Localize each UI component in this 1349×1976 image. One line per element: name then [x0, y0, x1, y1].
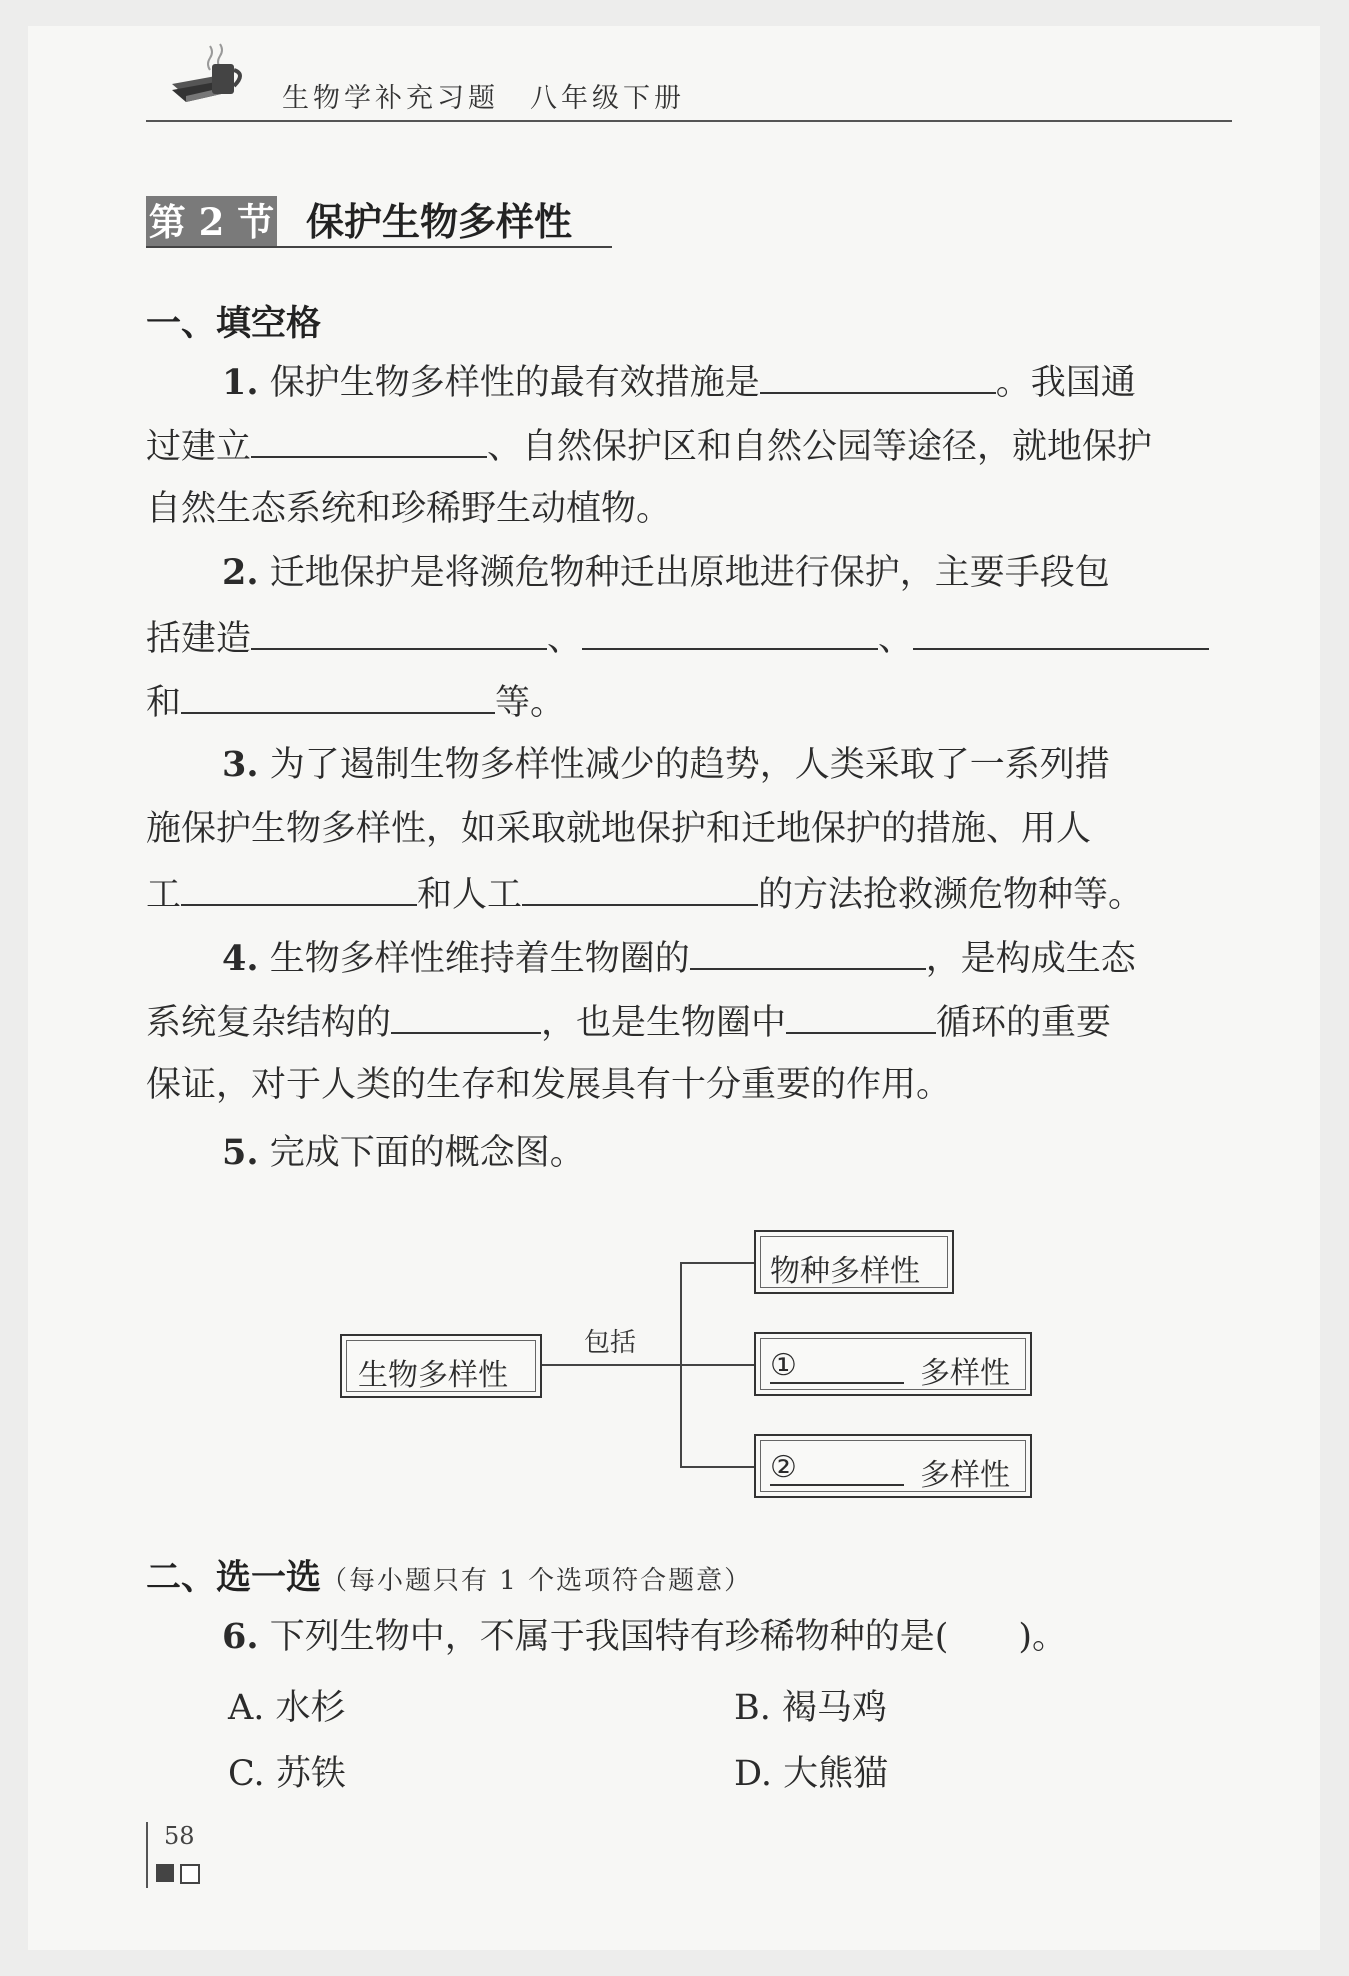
- question-number: 4.: [222, 938, 259, 979]
- option-letter: A.: [228, 1688, 265, 1728]
- q2-separator: 、: [547, 619, 583, 659]
- option-letter: B.: [734, 1688, 771, 1728]
- part1-heading: 一、填空格: [146, 304, 322, 344]
- concept-blank-1[interactable]: [770, 1382, 904, 1384]
- question-number: 5.: [222, 1132, 259, 1173]
- q4-blank-3[interactable]: [786, 998, 936, 1034]
- q3-blank-2[interactable]: [522, 870, 758, 906]
- q2-text: 括建造: [146, 619, 252, 659]
- q3-line1: [222, 742, 1110, 788]
- q1-line3: 自然生态系统和珍稀野生动植物。: [146, 489, 672, 529]
- q5-line1: [222, 1130, 585, 1176]
- q2-text: 等。: [495, 683, 566, 723]
- q2-text: 和: [146, 683, 182, 723]
- concept-blank-2[interactable]: [770, 1484, 904, 1486]
- header-title: 生物学补充习题 八年级下册: [282, 83, 685, 114]
- q2-separator: 、: [878, 619, 914, 659]
- q1-text: 。我国通: [995, 363, 1136, 403]
- q4-line1: [222, 934, 1136, 982]
- q2-blank-3[interactable]: [913, 614, 1209, 650]
- q3-text: 和人工: [417, 875, 523, 915]
- q4-line2: [146, 998, 1111, 1046]
- q2-line2: [146, 614, 1209, 662]
- q6-stem-text: 下列生物中，不属于我国特有珍稀物种的是( )。: [269, 1617, 1067, 1657]
- q5-text: 完成下面的概念图。: [269, 1133, 585, 1173]
- empty-square-icon: [180, 1864, 200, 1884]
- q2-blank-1[interactable]: [251, 614, 547, 650]
- q1-line1: [222, 358, 1136, 406]
- section-title-underline: [146, 246, 612, 248]
- concept-species-box: [754, 1230, 954, 1294]
- q1-text: 保护生物多样性的最有效措施是: [269, 363, 760, 403]
- header-divider: [146, 120, 1232, 122]
- books-and-cup-icon: [168, 40, 260, 110]
- concept-suffix-label: 多样性: [920, 1458, 1010, 1493]
- branch-line-3: [680, 1466, 754, 1468]
- q2-text: 迁地保护是将濒危物种迁出原地进行保护，主要手段包: [269, 553, 1110, 593]
- q2-line3: [146, 678, 565, 726]
- section-number-badge: 第 2 节: [146, 196, 277, 248]
- q4-text: ，是构成生态: [925, 939, 1136, 979]
- question-number: 3.: [222, 744, 259, 785]
- option-letter: D.: [734, 1754, 772, 1794]
- option-a[interactable]: [228, 1680, 346, 1730]
- q2-blank-2[interactable]: [582, 614, 878, 650]
- q3-blank-1[interactable]: [181, 870, 417, 906]
- concept-blank-box-1: [754, 1332, 1032, 1396]
- option-text: 水杉: [275, 1688, 346, 1728]
- circled-number-1: ①: [770, 1348, 797, 1383]
- concept-root-box: [340, 1334, 542, 1398]
- question-number: 1.: [222, 362, 259, 403]
- q3-text: 工: [146, 875, 182, 915]
- q4-line3: 保证，对于人类的生存和发展具有十分重要的作用。: [146, 1065, 952, 1105]
- q4-blank-2[interactable]: [391, 998, 541, 1034]
- q4-text: 系统复杂结构的: [146, 1003, 392, 1043]
- q3-text: 的方法抢救濒危物种等。: [758, 875, 1144, 915]
- concept-species-label: 物种多样性: [770, 1254, 920, 1289]
- concept-root-label: 生物多样性: [358, 1358, 508, 1393]
- q6-stem: [222, 1614, 1067, 1660]
- edge-label: 包括: [584, 1328, 637, 1358]
- q4-text: 循环的重要: [936, 1003, 1112, 1043]
- concept-suffix-label: 多样性: [920, 1356, 1010, 1391]
- part2-heading: [146, 1550, 752, 1600]
- page-number-rule: [146, 1822, 148, 1888]
- question-number: 6.: [222, 1616, 259, 1657]
- q3-text: 为了遏制生物多样性减少的趋势，人类采取了一系列措: [269, 745, 1110, 785]
- branch-line-1: [680, 1262, 754, 1264]
- filled-square-icon: [156, 1864, 174, 1882]
- q1-blank-2[interactable]: [251, 422, 487, 458]
- page-number: 58: [164, 1822, 195, 1850]
- q4-text: 生物多样性维持着生物圈的: [269, 939, 690, 979]
- q1-line2: [146, 422, 1152, 470]
- q1-blank-1[interactable]: [760, 358, 996, 394]
- option-b[interactable]: [734, 1680, 887, 1730]
- q4-blank-1[interactable]: [690, 934, 926, 970]
- option-letter: C.: [228, 1754, 265, 1794]
- q3-line3: [146, 870, 1143, 918]
- branch-line-2: [680, 1364, 754, 1366]
- q4-text: ，也是生物圈中: [541, 1003, 787, 1043]
- option-text: 褐马鸡: [782, 1688, 888, 1728]
- option-text: 苏铁: [275, 1754, 346, 1794]
- option-text: 大熊猫: [783, 1754, 889, 1794]
- part2-note: （每小题只有 1 个选项符合题意）: [321, 1566, 753, 1596]
- section-title: 保护生物多样性: [306, 200, 573, 244]
- question-number: 2.: [222, 552, 259, 593]
- part2-heading-text: 二、选一选: [146, 1558, 322, 1598]
- option-c[interactable]: [228, 1746, 346, 1796]
- q1-text: 、自然保护区和自然公园等途径，就地保护: [487, 427, 1153, 467]
- q2-blank-4[interactable]: [181, 678, 495, 714]
- option-d[interactable]: [734, 1746, 888, 1796]
- q1-text: 过建立: [146, 427, 252, 467]
- q3-line2: 施保护生物多样性，如采取就地保护和迁地保护的措施、用人: [146, 809, 1092, 849]
- q2-line1: [222, 550, 1110, 596]
- connector-line: [542, 1364, 682, 1366]
- concept-blank-box-2: [754, 1434, 1032, 1498]
- circled-number-2: ②: [770, 1450, 797, 1485]
